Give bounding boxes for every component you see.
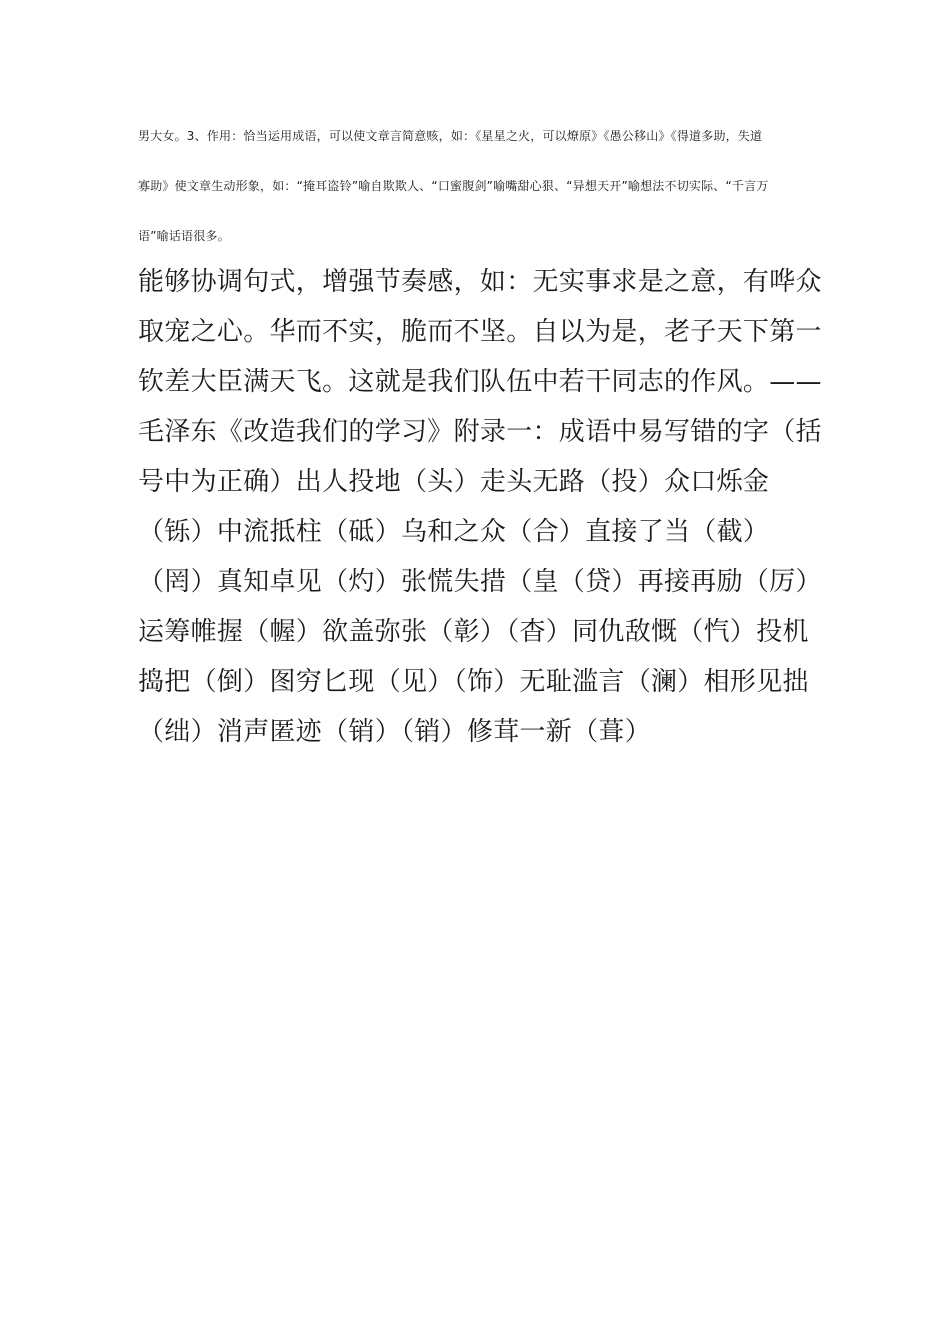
small-text-line-3: 语”喻话语很多。 [138,229,230,243]
main-text-line-2: 取宠之心。华而不实，脆而不坚。自以为是，老子天下第一 [138,317,822,347]
main-text-line-7: （罔）真知卓见（灼）张慌失措（皇（贷）再接再励（厉） [138,567,822,597]
main-text-line-10: （绌）消声匿迹（销）（销）修茸一新（葺） [138,717,652,747]
main-text-line-8: 运筹帷握（幄）欲盖弥张（彰）（杳）同仇敌慨（忾）投机 [138,617,809,647]
main-text-line-9: 捣把（倒）图穷匕现（见）（饰）无耻滥言（澜）相形见拙 [138,667,809,697]
main-text-line-3: 钦差大臣满天飞。这就是我们队伍中若干同志的作风。—— [138,367,822,397]
small-text-line-1: 男大女。3、作用：恰当运用成语，可以使文章言简意赅，如：《星星之火，可以燎原》《愚公移山》《得道多助，失道 [138,129,763,143]
main-text-line-6: （铄）中流抵柱（砥）乌和之众（合）直接了当（截） [138,517,770,547]
main-text-line-1: 能够协调句式，增强节奏感，如：无实事求是之意，有哗众 [138,267,822,297]
main-text-line-5: 号中为正确）出人投地（头）走头无路（投）众口烁金 [138,467,770,497]
small-text-line-2: 寡助》使文章生动形象，如：“掩耳盗铃”喻自欺欺人、“口蜜腹剑”喻嘴甜心狠、“异想天开”喻想法不切实际、“千言万 [138,179,769,193]
main-text-line-4: 毛泽东《改造我们的学习》附录一：成语中易写错的字（括 [138,417,822,447]
